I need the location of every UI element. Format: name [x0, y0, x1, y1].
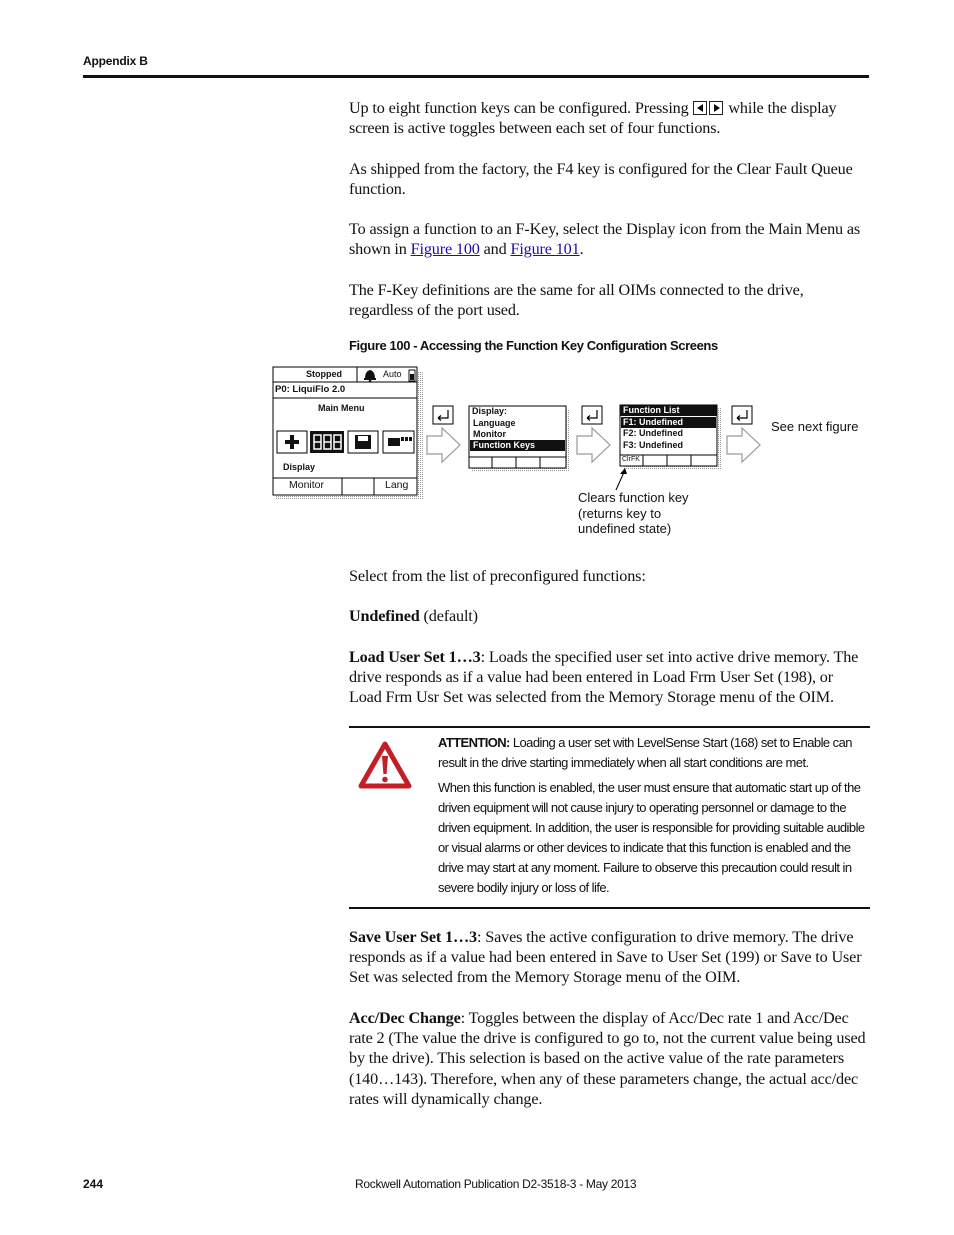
display-menu-item: Monitor: [473, 429, 506, 439]
item-undefined-term: Undefined: [349, 607, 420, 625]
callout-line: undefined state): [578, 521, 672, 536]
item-undefined-desc: (default): [423, 607, 478, 625]
publication-info: Rockwell Automation Publication D2-3518-3 - May 2013: [355, 1177, 637, 1191]
function-list-title: Function List: [623, 405, 680, 415]
figure-101-link[interactable]: Figure 101: [510, 240, 580, 259]
list-intro: Select from the list of preconfigured functions:: [349, 567, 646, 585]
warning-triangle-icon: [358, 741, 412, 789]
next-arrow-icon: [427, 428, 460, 462]
attention-warning: [438, 733, 870, 773]
item-save-user-term: Save User Set 1…3: [349, 928, 477, 946]
paragraph-factory-default: As shipped from the factory, the F4 key is configured for the Clear Fault Queue function.: [349, 160, 853, 199]
item-load-user-set: [349, 647, 869, 708]
item-save-user-desc: : Saves the active configuration to drive memory. The drive responds as if a value had been entered in Save to User Set (199) or Save to User Set was selected from the Memory Storage menu of the OIM.: [349, 928, 862, 987]
item-undefined: [349, 606, 869, 626]
display-menu-item-selected: Function Keys: [473, 440, 536, 450]
callout-line: (returns key to: [578, 505, 662, 521]
section-header: Appendix B: [83, 54, 148, 68]
softkey-clrfk[interactable]: ClrFK: [622, 456, 640, 463]
next-arrow-icon-3: [727, 428, 760, 462]
display-digits-icon[interactable]: [310, 431, 344, 453]
function-list-item: F2: Undefined: [623, 428, 683, 438]
attention-bottom-rule: [349, 907, 870, 909]
status-stopped: Stopped: [306, 369, 342, 379]
attention-line1: Loading a user set with LevelSense Start (168) set to Enable can result in the drive starting immediately when all start conditions are met.: [438, 735, 852, 770]
attention-label: ATTENTION:: [438, 735, 510, 750]
attention-details: When this function is enabled, the user must ensure that automatic start up of the driven equipment will not cause injury to operating personnel or damage to the driven equipment. In addition, the user is responsible for providing suitable audible or visual alarms or other devices to indicate that this function is enabled and the drive may start at any moment. Failure to observe this precaution could result in severe bodily injury or loss of life.: [438, 780, 865, 895]
item-save-user-set: [349, 927, 869, 988]
softkey-lang[interactable]: Lang: [385, 479, 409, 491]
see-next-figure-note: See next figure: [771, 419, 859, 434]
callout-line: Clears function key: [578, 490, 689, 505]
p3-text-a: To assign a function to an F-Key, select the Display icon from the Main Menu as shown in: [349, 220, 861, 259]
softkey-monitor[interactable]: Monitor: [289, 479, 325, 491]
item-load-user-term: Load User Set 1…3: [349, 648, 481, 666]
function-list-item: F3: Undefined: [623, 440, 683, 450]
attention-top-rule: [349, 726, 870, 728]
enter-key-icon: [433, 406, 453, 424]
function-list-item-selected: F1: Undefined: [623, 417, 683, 427]
page-number: 244: [83, 1177, 104, 1191]
enter-key-icon-2: [582, 406, 602, 424]
p3-end: .: [579, 240, 584, 259]
item-load-user-desc: : Loads the specified user set into active drive memory. The drive responds as if a value had been entered in Load Frm User Set (198), or Load Frm Usr Set was selected from the Memory Storage menu of the OIM.: [349, 648, 859, 707]
main-menu-label: Main Menu: [318, 403, 365, 413]
memory-storage-icon: [348, 431, 378, 453]
status-auto: Auto: [383, 369, 402, 379]
p1-text-b: while the display screen is active toggles between each set of four functions.: [349, 99, 837, 138]
enter-key-icon-3: [732, 406, 752, 424]
p3-and: and: [483, 240, 507, 259]
monitor-plus-icon: [277, 431, 307, 453]
paragraph-fkey-definitions: The F-Key definitions are the same for all OIMs connected to the drive, regardless of the port used.: [349, 281, 804, 320]
figure-diagram: [0, 0, 954, 560]
display-menu-title: Display:: [472, 406, 508, 416]
device-select-icon: [383, 431, 414, 453]
next-arrow-icon-2: [577, 428, 610, 462]
drive-title: P0: LiquiFlo 2.0: [275, 384, 346, 395]
item-accdec-desc: : Toggles between the display of Acc/Dec rate 1 and Acc/Dec rate 2 (The value the drive is configured to go to, not the current value being used by the drive). This selection is based on the active value of the rate parameters (140…143). Therefore, when any of these parameters change, the actual acc/dec rates will dynamically change.: [349, 1009, 866, 1108]
item-accdec-term: Acc/Dec Change: [349, 1009, 461, 1027]
selected-icon-label: Display: [283, 462, 316, 472]
p1-text-a: Up to eight function keys can be configured. Pressing: [349, 99, 689, 117]
figure-caption: Figure 100 - Accessing the Function Key Configuration Screens: [349, 338, 718, 353]
display-menu-item: Language: [473, 418, 516, 428]
item-accdec-change: [349, 1008, 869, 1109]
clear-function-key-callout: [578, 490, 689, 537]
figure-100-link[interactable]: Figure 100: [410, 240, 480, 259]
